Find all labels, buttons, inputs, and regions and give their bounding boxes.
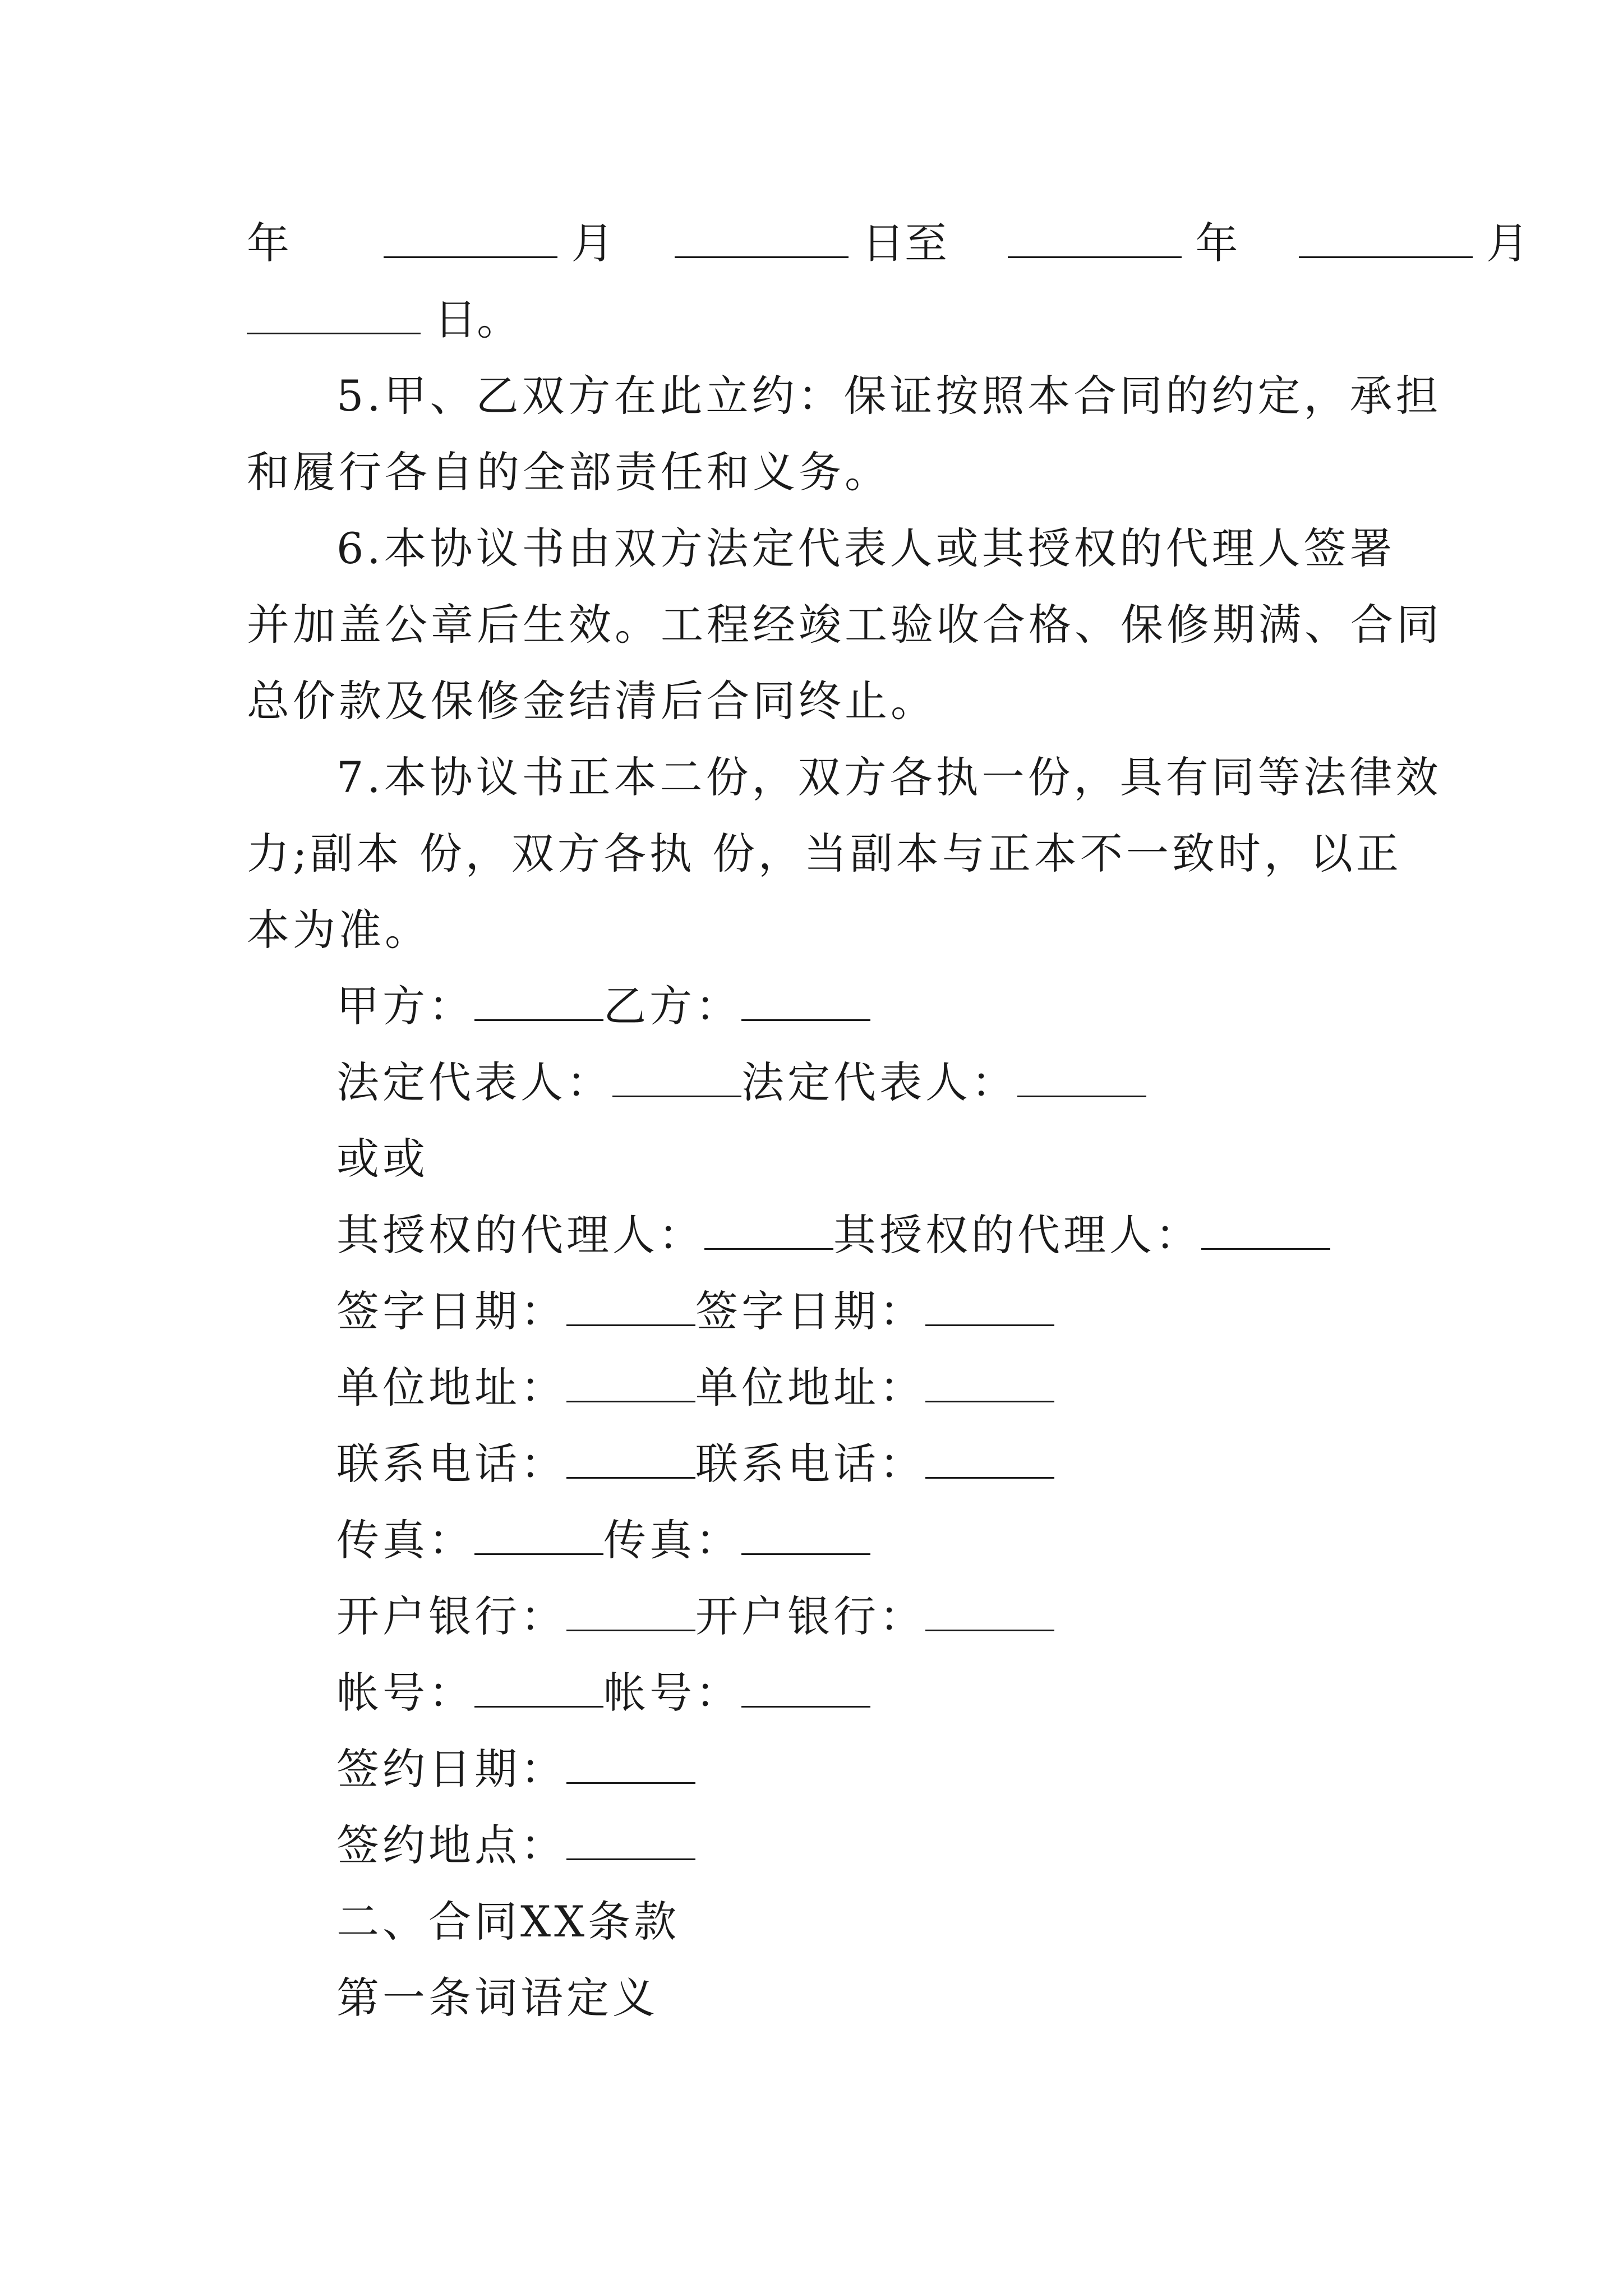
agent-a-blank[interactable] [704,1209,833,1250]
phone-a-blank[interactable] [566,1438,695,1479]
month-label: 月 [571,218,614,268]
bank-a-blank[interactable] [566,1590,695,1631]
account-a-label: 帐号： [336,1668,474,1718]
date-range-line [247,217,1529,270]
fax-line [336,1513,870,1567]
year2-label: 年 [1195,218,1238,268]
clause6-line1: 6.本协议书由双方法定代表人或其授权的代理人签署 [336,523,1396,573]
bank-b-label: 开户银行： [695,1591,925,1641]
agent-line [336,1208,1330,1262]
month-blank[interactable] [384,217,557,258]
party-b-label: 乙方： [603,981,741,1031]
agent-b-label: 其授权的代理人： [833,1210,1201,1260]
agent-b-blank[interactable] [1201,1209,1330,1250]
fax-b-label: 传真： [603,1515,741,1565]
contract-date-line [336,1742,695,1796]
contract-date-label: 签约日期： [336,1744,566,1794]
clause5-line2: 和履行各自的全部责任和义务。 [247,447,891,497]
legal-rep-b-label: 法定代表人： [741,1057,1017,1107]
party-line [336,979,870,1033]
phone-line [336,1437,1054,1491]
address-a-blank[interactable] [566,1361,695,1402]
address-a-label: 单位地址： [336,1363,566,1412]
or-or-line: 或或 [336,1134,428,1184]
fax-b-blank[interactable] [741,1514,870,1555]
address-b-label: 单位地址： [695,1363,925,1412]
day-to-label: 日至 [862,218,948,268]
legal-rep-line [336,1056,1146,1110]
month2-blank[interactable] [1299,217,1473,258]
clause6-line2: 并加盖公章后生效。工程经竣工验收合格、保修期满、合同 [247,600,1442,650]
clause7-line3: 本为准。 [247,905,431,955]
date-end-line [247,293,519,347]
sign-date-a-label: 签字日期： [336,1286,566,1336]
legal-rep-b-blank[interactable] [1017,1056,1146,1097]
clause5-line1: 5.甲、乙双方在此立约：保证按照本合同的约定，承担 [336,371,1442,421]
article1-heading: 第一条词语定义 [336,1973,658,2023]
party-a-blank[interactable] [474,980,603,1021]
day-end-blank[interactable] [247,293,421,334]
agent-a-label: 其授权的代理人： [336,1210,704,1260]
sign-date-line [336,1285,1054,1338]
party-b-blank[interactable] [741,980,870,1021]
clause7-line2: 力;副本 份，双方各执 份，当副本与正本不一致时，以正 [247,829,1402,878]
contract-date-blank[interactable] [566,1743,695,1784]
year-label: 年 [247,218,289,268]
month2-label: 月 [1486,218,1529,268]
section-heading: 二、合同XX条款 [336,1897,680,1947]
clause6-line3: 总价款及保修金结清后合同终止。 [247,676,937,726]
year2-blank[interactable] [1008,217,1182,258]
address-line [336,1361,1054,1415]
sign-date-a-blank[interactable] [566,1285,695,1326]
contract-place-blank[interactable] [566,1819,695,1860]
bank-a-label: 开户银行： [336,1591,566,1641]
legal-rep-a-blank[interactable] [612,1056,741,1097]
account-b-label: 帐号： [603,1668,741,1718]
day-blank[interactable] [675,217,849,258]
day-end-label: 日。 [434,295,520,344]
sign-date-b-label: 签字日期： [695,1286,925,1336]
phone-b-blank[interactable] [925,1438,1054,1479]
phone-a-label: 联系电话： [336,1439,566,1489]
account-a-blank[interactable] [474,1667,603,1708]
legal-rep-a-label: 法定代表人： [336,1057,612,1107]
phone-b-label: 联系电话： [695,1439,925,1489]
contract-place-line [336,1819,695,1872]
fax-a-blank[interactable] [474,1514,603,1555]
clause7-line1: 7.本协议书正本二份，双方各执一份，具有同等法律效 [336,752,1442,802]
address-b-blank[interactable] [925,1361,1054,1402]
account-line [336,1666,870,1720]
fax-a-label: 传真： [336,1515,474,1565]
sign-date-b-blank[interactable] [925,1285,1054,1326]
contract-place-label: 签约地点： [336,1820,566,1870]
bank-line [336,1590,1054,1644]
account-b-blank[interactable] [741,1667,870,1708]
bank-b-blank[interactable] [925,1590,1054,1631]
party-a-label: 甲方： [336,981,474,1031]
